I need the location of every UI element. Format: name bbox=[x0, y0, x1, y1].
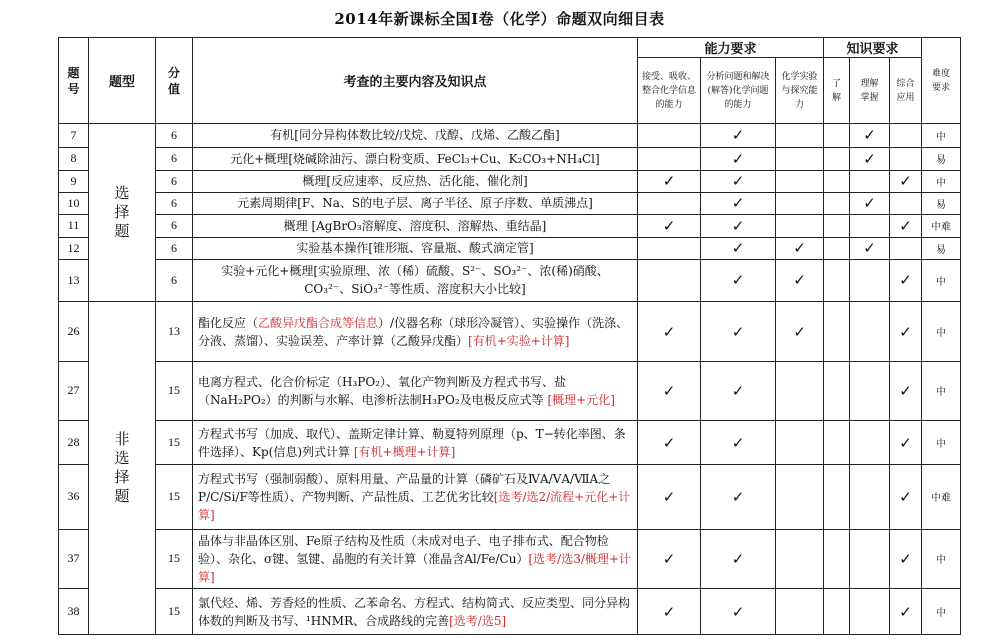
knowledge-cell bbox=[824, 421, 850, 465]
ability-cell bbox=[701, 214, 776, 237]
table-row bbox=[59, 192, 961, 214]
content-text: 氯代烃、烯、芳香烃的性质、乙苯命名、方程式、结构简式、反应类型、同分异构体数的判断及书写、¹HNMR、合成路线的完善 bbox=[198, 595, 631, 628]
check-mark-icon: ✓ bbox=[899, 602, 912, 621]
score-value: 15 bbox=[156, 529, 193, 588]
table-row bbox=[59, 237, 961, 259]
ability-cell bbox=[776, 361, 824, 420]
header-ability-group: 能力要求 bbox=[638, 38, 824, 58]
score-value: 6 bbox=[156, 147, 193, 170]
header-score bbox=[156, 38, 193, 124]
ability-cell bbox=[638, 259, 701, 302]
knowledge-cell bbox=[890, 464, 922, 529]
knowledge-cell bbox=[890, 529, 922, 588]
knowledge-cell bbox=[850, 361, 890, 420]
score-value: 6 bbox=[156, 124, 193, 148]
ability-cell bbox=[638, 361, 701, 420]
ability-cell bbox=[638, 147, 701, 170]
content-tag: 乙酸异戊酯合成等信息 bbox=[258, 315, 379, 330]
ability-cell bbox=[776, 147, 824, 170]
knowledge-cell bbox=[850, 170, 890, 192]
difficulty-value: 中 bbox=[922, 170, 961, 192]
ability-cell bbox=[638, 464, 701, 529]
difficulty-value: 中 bbox=[922, 361, 961, 420]
knowledge-cell bbox=[890, 421, 922, 465]
header-ability-analysis: 分析问题和解决(解答)化学问题的能力 bbox=[701, 58, 776, 124]
ability-cell bbox=[776, 124, 824, 148]
question-spec-table bbox=[58, 37, 961, 635]
check-mark-icon: ✓ bbox=[731, 216, 745, 235]
ability-cell bbox=[776, 529, 824, 588]
content-cell bbox=[193, 192, 638, 214]
content-text: 酯化反应（ bbox=[198, 315, 259, 330]
score-value: 15 bbox=[156, 589, 193, 635]
ability-cell bbox=[701, 529, 776, 588]
ability-cell bbox=[701, 464, 776, 529]
knowledge-cell bbox=[890, 361, 922, 420]
table-row bbox=[59, 302, 961, 361]
header-difficulty-label: 难度要求 bbox=[932, 68, 951, 93]
table-row bbox=[59, 170, 961, 192]
check-mark-icon: ✓ bbox=[731, 322, 745, 341]
difficulty-value: 中 bbox=[922, 302, 961, 361]
content-cell bbox=[193, 302, 638, 361]
check-mark-icon: ✓ bbox=[731, 239, 745, 258]
check-mark-icon: ✓ bbox=[662, 433, 676, 452]
content-cell bbox=[193, 529, 638, 588]
ability-cell bbox=[701, 361, 776, 420]
score-value: 15 bbox=[156, 464, 193, 529]
type-label: 选择题 bbox=[114, 184, 130, 241]
header-knowledge-understand bbox=[824, 58, 850, 124]
ability-cell bbox=[701, 237, 776, 259]
ability-cell bbox=[701, 259, 776, 302]
page-title: 2014年新课标全国Ⅰ卷（化学）命题双向细目表 bbox=[334, 10, 665, 28]
score-value: 6 bbox=[156, 214, 193, 237]
content-text: 元素周期律[F、Na、S的电子层、离子半径、原子序数、单质沸点] bbox=[237, 196, 593, 211]
type-choice bbox=[89, 124, 156, 302]
header-score-label: 分值 bbox=[167, 65, 180, 96]
ability-cell bbox=[638, 192, 701, 214]
content-tag: [有机+实验+计算] bbox=[468, 333, 570, 348]
content-text: 实验基本操作[锥形瓶、容量瓶、酸式滴定管] bbox=[296, 241, 534, 256]
check-mark-icon: ✓ bbox=[863, 194, 876, 213]
ability-cell bbox=[638, 170, 701, 192]
difficulty-value: 易 bbox=[922, 237, 961, 259]
ability-cell bbox=[776, 237, 824, 259]
knowledge-cell bbox=[850, 214, 890, 237]
knowledge-cell bbox=[850, 464, 890, 529]
table-row bbox=[59, 529, 961, 588]
knowledge-cell bbox=[824, 529, 850, 588]
difficulty-value: 中 bbox=[922, 421, 961, 465]
knowledge-cell bbox=[850, 124, 890, 148]
check-mark-icon: ✓ bbox=[731, 433, 745, 452]
content-text: 概理 [AgBrO₃溶解度、溶度积、溶解热、重结晶] bbox=[283, 218, 547, 233]
content-text: ）/仪器名称（球形冷凝管）、实验操作（洗涤、分液、蒸馏）、实验误差、产率计算（乙酸异戊酯） bbox=[198, 315, 629, 348]
content-cell bbox=[193, 170, 638, 192]
check-mark-icon: ✓ bbox=[731, 172, 745, 191]
knowledge-cell bbox=[824, 170, 850, 192]
check-mark-icon: ✓ bbox=[899, 433, 912, 452]
ability-cell bbox=[701, 147, 776, 170]
knowledge-cell bbox=[850, 237, 890, 259]
question-number: 11 bbox=[59, 214, 89, 237]
content-text: 方程式书写（加成、取代）、盖斯定律计算、勒夏特列原理（p、T−转化率图、条件选择）、Kp(信息)列式计算 bbox=[198, 426, 626, 459]
content-cell bbox=[193, 124, 638, 148]
difficulty-value: 易 bbox=[922, 147, 961, 170]
check-mark-icon: ✓ bbox=[731, 549, 745, 568]
question-number: 36 bbox=[59, 464, 89, 529]
table-row bbox=[59, 259, 961, 302]
table-row bbox=[59, 214, 961, 237]
difficulty-value: 中 bbox=[922, 529, 961, 588]
header-content: 考查的主要内容及知识点 bbox=[193, 38, 638, 124]
difficulty-value: 中难 bbox=[922, 464, 961, 529]
ability-cell bbox=[776, 214, 824, 237]
ability-cell bbox=[701, 124, 776, 148]
ability-cell bbox=[776, 302, 824, 361]
check-mark-icon: ✓ bbox=[899, 322, 912, 341]
header-ability-experiment: 化学实验与探究能力 bbox=[776, 58, 824, 124]
content-cell bbox=[193, 464, 638, 529]
knowledge-cell bbox=[824, 124, 850, 148]
check-mark-icon: ✓ bbox=[899, 216, 912, 235]
ability-cell bbox=[638, 589, 701, 635]
knowledge-cell bbox=[824, 589, 850, 635]
score-value: 6 bbox=[156, 259, 193, 302]
question-number: 27 bbox=[59, 361, 89, 420]
difficulty-value: 中 bbox=[922, 259, 961, 302]
ability-cell bbox=[701, 192, 776, 214]
ability-cell bbox=[776, 192, 824, 214]
ability-cell bbox=[776, 421, 824, 465]
table-row bbox=[59, 464, 961, 529]
content-text: 电离方程式、化合价标定（H₃PO₂）、氧化产物判断及方程式书写、盐（NaH₂PO₂）的判断与水解、电渗析法制H₃PO₂及电极反应式等 bbox=[198, 374, 567, 407]
knowledge-cell bbox=[890, 170, 922, 192]
content-cell bbox=[193, 147, 638, 170]
ability-cell bbox=[638, 214, 701, 237]
ability-cell bbox=[701, 302, 776, 361]
check-mark-icon: ✓ bbox=[731, 271, 745, 290]
header-ability-info: 接受、吸收、整合化学信息的能力 bbox=[638, 58, 701, 124]
question-number: 38 bbox=[59, 589, 89, 635]
type-non-choice bbox=[89, 302, 156, 635]
knowledge-cell bbox=[824, 464, 850, 529]
check-mark-icon: ✓ bbox=[899, 271, 912, 290]
check-mark-icon: ✓ bbox=[793, 271, 806, 290]
ability-cell bbox=[638, 302, 701, 361]
check-mark-icon: ✓ bbox=[662, 487, 676, 506]
check-mark-icon: ✓ bbox=[731, 194, 745, 213]
content-cell bbox=[193, 237, 638, 259]
check-mark-icon: ✓ bbox=[662, 602, 676, 621]
knowledge-cell bbox=[824, 259, 850, 302]
ability-cell bbox=[701, 589, 776, 635]
content-cell bbox=[193, 214, 638, 237]
knowledge-cell bbox=[824, 192, 850, 214]
table-row bbox=[59, 589, 961, 635]
header-knowledge-apply-label: 综合应用 bbox=[896, 78, 915, 103]
knowledge-cell bbox=[850, 192, 890, 214]
knowledge-cell bbox=[850, 589, 890, 635]
ability-cell bbox=[776, 170, 824, 192]
ability-cell bbox=[638, 529, 701, 588]
header-question-type: 题型 bbox=[89, 38, 156, 124]
table-row bbox=[59, 124, 961, 148]
question-number: 8 bbox=[59, 147, 89, 170]
question-number: 9 bbox=[59, 170, 89, 192]
check-mark-icon: ✓ bbox=[793, 239, 806, 258]
ability-cell bbox=[638, 124, 701, 148]
content-tag: [选考/选3/概理+计算] bbox=[198, 551, 631, 584]
content-cell bbox=[193, 259, 638, 302]
ability-cell bbox=[776, 464, 824, 529]
difficulty-value: 易 bbox=[922, 192, 961, 214]
check-mark-icon: ✓ bbox=[731, 602, 745, 621]
question-number: 10 bbox=[59, 192, 89, 214]
header-knowledge-master-label: 理解掌握 bbox=[860, 78, 879, 103]
score-value: 6 bbox=[156, 237, 193, 259]
header-row-top bbox=[59, 38, 961, 58]
content-tag: [选考/选2/流程+元化+计算] bbox=[198, 489, 631, 522]
difficulty-value: 中 bbox=[922, 124, 961, 148]
table-row bbox=[59, 361, 961, 420]
content-tag: [概理+元化] bbox=[547, 392, 615, 407]
question-number: 13 bbox=[59, 259, 89, 302]
knowledge-cell bbox=[890, 259, 922, 302]
content-text: 晶体与非晶体区别、Fe原子结构及性质（未成对电子、电子排布式、配合物检验）、杂化、σ键、氢键、晶胞的有关计算（准晶含Al/Fe/Cu） bbox=[198, 533, 609, 566]
check-mark-icon: ✓ bbox=[731, 381, 745, 400]
knowledge-cell bbox=[850, 259, 890, 302]
question-number: 12 bbox=[59, 237, 89, 259]
content-text: 概理[反应速率、反应热、活化能、催化剂] bbox=[302, 174, 528, 189]
check-mark-icon: ✓ bbox=[899, 487, 912, 506]
knowledge-cell bbox=[890, 302, 922, 361]
header-difficulty bbox=[922, 38, 961, 124]
header-question-number bbox=[59, 38, 89, 124]
knowledge-cell bbox=[850, 529, 890, 588]
difficulty-value: 中 bbox=[922, 589, 961, 635]
content-text: 方程式书写（强制弱酸）、原料用量、产品量的计算（磷矿石及ⅣA/ⅤA/ⅦA之P/C/Si/F等性质）、产物判断、产品性质、工艺优劣比较 bbox=[198, 471, 611, 504]
check-mark-icon: ✓ bbox=[793, 322, 806, 341]
question-number: 7 bbox=[59, 124, 89, 148]
score-value: 15 bbox=[156, 361, 193, 420]
content-tag: [选考/选5] bbox=[449, 613, 507, 628]
knowledge-cell bbox=[824, 237, 850, 259]
knowledge-cell bbox=[890, 124, 922, 148]
table-row bbox=[59, 147, 961, 170]
content-cell bbox=[193, 361, 638, 420]
ability-cell bbox=[776, 589, 824, 635]
check-mark-icon: ✓ bbox=[662, 549, 676, 568]
knowledge-cell bbox=[850, 302, 890, 361]
knowledge-cell bbox=[824, 214, 850, 237]
check-mark-icon: ✓ bbox=[863, 239, 876, 258]
check-mark-icon: ✓ bbox=[899, 172, 912, 191]
knowledge-cell bbox=[890, 147, 922, 170]
knowledge-cell bbox=[824, 147, 850, 170]
ability-cell bbox=[638, 421, 701, 465]
check-mark-icon: ✓ bbox=[662, 322, 676, 341]
check-mark-icon: ✓ bbox=[731, 149, 745, 168]
header-knowledge-master bbox=[850, 58, 890, 124]
check-mark-icon: ✓ bbox=[731, 126, 745, 145]
knowledge-cell bbox=[890, 237, 922, 259]
type-label: 非选择题 bbox=[114, 430, 130, 506]
check-mark-icon: ✓ bbox=[662, 381, 676, 400]
content-cell bbox=[193, 421, 638, 465]
check-mark-icon: ✓ bbox=[899, 549, 912, 568]
difficulty-value: 中难 bbox=[922, 214, 961, 237]
check-mark-icon: ✓ bbox=[899, 381, 912, 400]
question-number: 26 bbox=[59, 302, 89, 361]
content-cell bbox=[193, 589, 638, 635]
table-body bbox=[59, 124, 961, 635]
content-tag: [有机+概理+计算] bbox=[353, 444, 456, 459]
table-row bbox=[59, 421, 961, 465]
check-mark-icon: ✓ bbox=[731, 487, 745, 506]
check-mark-icon: ✓ bbox=[863, 149, 876, 168]
header-knowledge-apply bbox=[890, 58, 922, 124]
check-mark-icon: ✓ bbox=[662, 216, 676, 235]
question-number: 28 bbox=[59, 421, 89, 465]
header-knowledge-group: 知识要求 bbox=[824, 38, 922, 58]
knowledge-cell bbox=[890, 589, 922, 635]
header-knowledge-understand-label: 了解 bbox=[832, 78, 842, 103]
check-mark-icon: ✓ bbox=[662, 172, 676, 191]
knowledge-cell bbox=[850, 421, 890, 465]
ability-cell bbox=[701, 170, 776, 192]
knowledge-cell bbox=[890, 214, 922, 237]
ability-cell bbox=[638, 237, 701, 259]
score-value: 6 bbox=[156, 192, 193, 214]
content-text: 有机[同分异构体数比较/戊烷、戊醇、戊烯、乙酸乙酯] bbox=[270, 128, 560, 143]
question-number: 37 bbox=[59, 529, 89, 588]
score-value: 13 bbox=[156, 302, 193, 361]
score-value: 6 bbox=[156, 170, 193, 192]
check-mark-icon: ✓ bbox=[863, 126, 876, 145]
knowledge-cell bbox=[824, 302, 850, 361]
knowledge-cell bbox=[890, 192, 922, 214]
ability-cell bbox=[701, 421, 776, 465]
score-value: 15 bbox=[156, 421, 193, 465]
knowledge-cell bbox=[850, 147, 890, 170]
content-text: 元化+概理[烧碱除油污、漂白粉变质、FeCl₃+Cu、K₂CO₃+NH₄Cl] bbox=[230, 151, 600, 166]
header-question-number-label: 题号 bbox=[67, 65, 80, 96]
content-text: 实验+元化+概理[实验原理、浓（稀）硫酸、S²⁻、SO₃²⁻、浓(稀)硝酸、CO₃²⁻、SiO₃²⁻等性质、溶度积大小比较] bbox=[221, 264, 609, 297]
ability-cell bbox=[776, 259, 824, 302]
knowledge-cell bbox=[824, 361, 850, 420]
